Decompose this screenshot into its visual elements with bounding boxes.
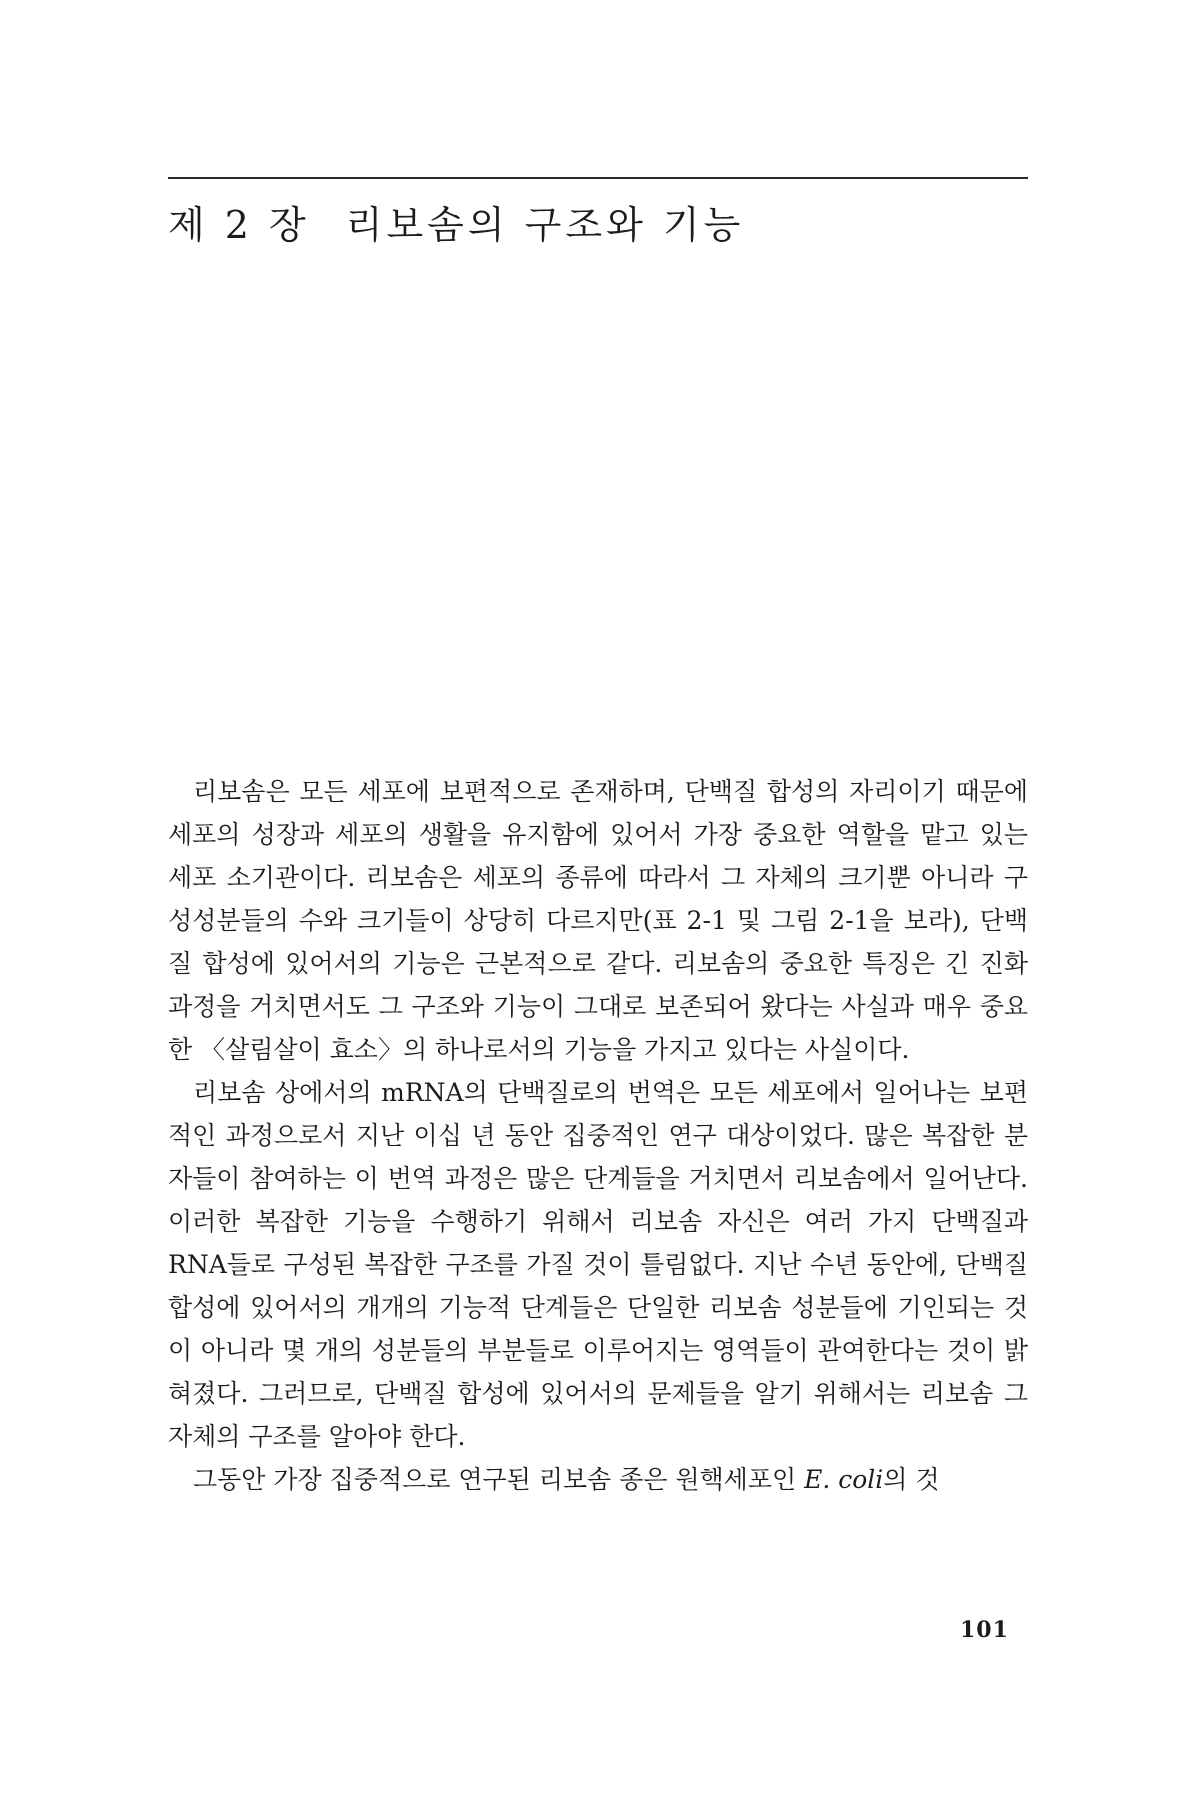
chapter-heading bbox=[168, 194, 744, 249]
paragraph-1: 리보솜은 모든 세포에 보편적으로 존재하며, 단백질 합성의 자리이기 때문에 세포의 성장과 세포의 생활을 유지함에 있어서 가장 중요한 역할을 맡고 있는 세포 소기관이다. 리보솜은 세포의 종류에 따라서 그 자체의 크기뿐 아니라 구성성분들의 수와 크기들이 상당히 다르지만(표 2-1 및 그림 2-1을 보라), 단백질 합성에 있어서의 기능은 근본적으로 같다. 리보솜의 중요한 특징은 긴 진화과정을 거치면서도 그 구조와 기능이 그대로 보존되어 왔다는 사실과 매우 중요한 〈살림살이 효소〉의 하나로서의 기능을 가지고 있다는 사실이다. bbox=[168, 777, 1028, 1064]
page-number: 101 bbox=[960, 1617, 1009, 1643]
paragraph-3-tail: 의 것 bbox=[883, 1465, 940, 1494]
paragraph-3 bbox=[168, 1458, 1028, 1501]
chapter-title: 리보솜의 구조와 기능 bbox=[345, 203, 745, 247]
chapter-label: 제 2 장 bbox=[168, 203, 310, 247]
species-name: E. coli bbox=[804, 1465, 884, 1494]
chapter-rule bbox=[168, 177, 1028, 179]
body-text bbox=[168, 770, 1028, 1501]
paragraph-3-text: 그동안 가장 집중적으로 연구된 리보솜 종은 원핵세포인 bbox=[193, 1465, 805, 1494]
paragraph-2: 리보솜 상에서의 mRNA의 단백질로의 번역은 모든 세포에서 일어나는 보편적인 과정으로서 지난 이십 년 동안 집중적인 연구 대상이었다. 많은 복잡한 분자들이 참여하는 이 번역 과정은 많은 단계들을 거치면서 리보솜에서 일어난다. 이러한 복잡한 기능을 수행하기 위해서 리보솜 자신은 여러 가지 단백질과 RNA들로 구성된 복잡한 구조를 가질 것이 틀림없다. 지난 수년 동안에, 단백질 합성에 있어서의 개개의 기능적 단계들은 단일한 리보솜 성분들에 기인되는 것이 아니라 몇 개의 성분들의 부분들로 이루어지는 영역들이 관여한다는 것이 밝혀졌다. 그러므로, 단백질 합성에 있어서의 문제들을 알기 위해서는 리보솜 그 자체의 구조를 알아야 한다. bbox=[168, 1078, 1028, 1451]
